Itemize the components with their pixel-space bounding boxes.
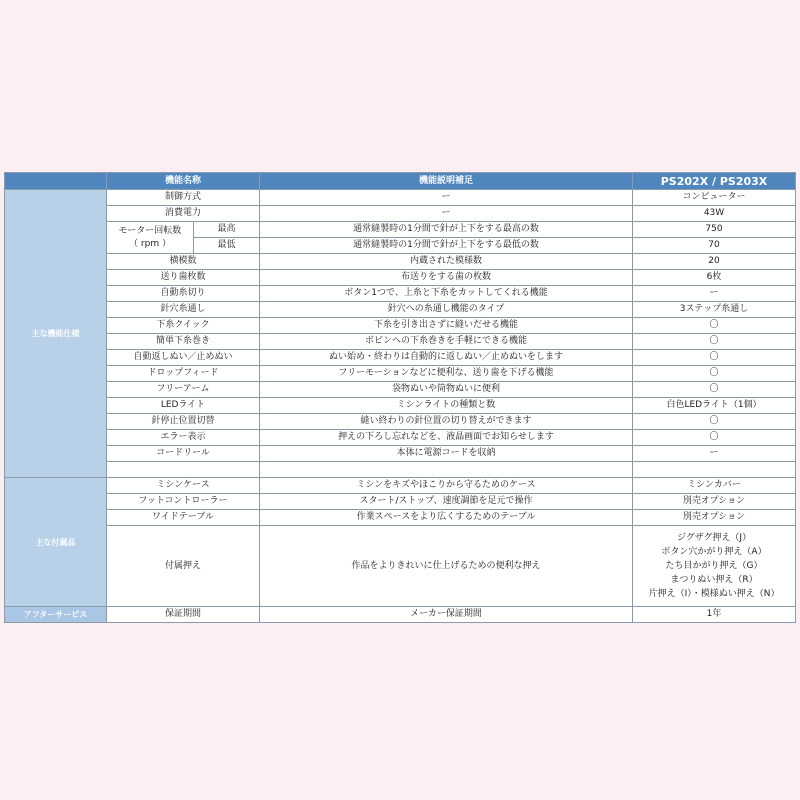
row-name: LEDライト (107, 398, 260, 414)
row-value: 6枚 (633, 270, 796, 286)
motor-speed-unit: （ rpm ） (129, 238, 171, 249)
row-value: 〇 (633, 366, 796, 382)
row-desc: 針穴への糸通し機能のタイプ (260, 302, 633, 318)
row-value: 〇 (633, 430, 796, 446)
row-desc: 下糸を引き出さずに縫いだせる機能 (260, 318, 633, 334)
row-name (107, 462, 260, 478)
row-value: コンピューター (633, 190, 796, 206)
table-row (5, 446, 796, 462)
table-row (5, 254, 796, 270)
table-row (5, 334, 796, 350)
motor-max-label: 最高 (194, 222, 260, 238)
row-desc: 布送りをする歯の枚数 (260, 270, 633, 286)
table-row (5, 398, 796, 414)
row-desc: スタート/ストップ、速度調節を足元で操作 (260, 494, 633, 510)
row-value: 白色LEDライト（1個） (633, 398, 796, 414)
category-accessories: 主な付属品 (5, 478, 107, 607)
motor-speed-label (107, 222, 194, 254)
row-value: ミシンカバー (633, 478, 796, 494)
table-row (5, 270, 796, 286)
row-name: フリーアーム (107, 382, 260, 398)
row-name: 下糸クイック (107, 318, 260, 334)
table-row (5, 526, 796, 607)
row-value: 20 (633, 254, 796, 270)
row-value: 3ステップ糸通し (633, 302, 796, 318)
row-desc: ー (260, 206, 633, 222)
table-row (5, 206, 796, 222)
row-value: 別売オプション (633, 510, 796, 526)
row-name: 送り歯枚数 (107, 270, 260, 286)
header-function-name: 機能名称 (107, 173, 260, 190)
table-row (5, 302, 796, 318)
row-desc: 内蔵された模様数 (260, 254, 633, 270)
row-name: 保証期間 (107, 607, 260, 623)
row-desc: 作業スペースをより広くするためのテーブル (260, 510, 633, 526)
table-row (5, 350, 796, 366)
row-desc: メーカー保証期間 (260, 607, 633, 623)
presser-foot-item: まつりぬい押え（R） (670, 575, 758, 585)
row-value: 〇 (633, 414, 796, 430)
row-name: コードリール (107, 446, 260, 462)
row-desc: ミシンライトの種類と数 (260, 398, 633, 414)
presser-foot-list (633, 526, 796, 607)
motor-speed-title: モーター回転数 (118, 225, 182, 236)
table-row (5, 430, 796, 446)
header-category (5, 173, 107, 190)
table-row (5, 366, 796, 382)
motor-max-value: 750 (633, 222, 796, 238)
category-main-specs: 主な機能仕様 (5, 190, 107, 478)
spec-table (4, 172, 796, 623)
row-value: 別売オプション (633, 494, 796, 510)
table-row (5, 382, 796, 398)
row-name: 自動返しぬい／止めぬい (107, 350, 260, 366)
row-name: ワイドテーブル (107, 510, 260, 526)
presser-foot-item: ボタン穴かがり押え（A） (661, 547, 767, 557)
motor-min-desc: 通常縫製時の1分間で針が上下をする最低の数 (260, 238, 633, 254)
row-name: 針穴糸通し (107, 302, 260, 318)
table-row (5, 286, 796, 302)
category-after-service: アフターサービス (5, 607, 107, 623)
row-desc: 縫い終わりの針位置の切り替えができます (260, 414, 633, 430)
header-model: PS202X / PS203X (633, 173, 796, 190)
motor-min-label: 最低 (194, 238, 260, 254)
row-name: 簡単下糸巻き (107, 334, 260, 350)
presser-foot-desc: 作品をよりきれいに仕上げるための便利な押え (260, 526, 633, 607)
row-desc: ぬい始め・終わりは自動的に返しぬい／止めぬいをします (260, 350, 633, 366)
table-row (5, 462, 796, 478)
row-value: 1年 (633, 607, 796, 623)
row-name: 横模数 (107, 254, 260, 270)
table-row (5, 414, 796, 430)
spec-table-container (4, 172, 795, 623)
row-name: ドロップフィード (107, 366, 260, 382)
row-desc: 押えの下ろし忘れなどを、液晶画面でお知らせします (260, 430, 633, 446)
presser-foot-name: 付属押え (107, 526, 260, 607)
row-name: 針停止位置切替 (107, 414, 260, 430)
row-name: ミシンケース (107, 478, 260, 494)
row-desc: ミシンをキズやほこりから守るためのケース (260, 478, 633, 494)
row-desc: ー (260, 190, 633, 206)
row-desc: 袋物ぬいや筒物ぬいに便利 (260, 382, 633, 398)
table-header-row (5, 173, 796, 190)
header-function-description: 機能説明補足 (260, 173, 633, 190)
row-name: 自動糸切り (107, 286, 260, 302)
row-value: 43W (633, 206, 796, 222)
row-name: フットコントローラー (107, 494, 260, 510)
table-row (5, 478, 796, 494)
table-row (5, 190, 796, 206)
table-row (5, 318, 796, 334)
table-row (5, 222, 796, 238)
presser-foot-item: 片押え（I）・模様ぬい押え（N） (648, 589, 780, 599)
row-value: 〇 (633, 350, 796, 366)
table-row (5, 510, 796, 526)
presser-foot-item: ジグザグ押え（J） (676, 533, 752, 543)
table-row (5, 607, 796, 623)
table-row (5, 494, 796, 510)
row-value: ー (633, 446, 796, 462)
row-name: 消費電力 (107, 206, 260, 222)
presser-foot-item: たち目かがり押え（G） (665, 561, 763, 571)
row-desc: ボタン1つで、上糸と下糸をカットしてくれる機能 (260, 286, 633, 302)
row-name: エラー表示 (107, 430, 260, 446)
row-value: 〇 (633, 318, 796, 334)
row-desc (260, 462, 633, 478)
row-name: 制御方式 (107, 190, 260, 206)
row-value: ー (633, 286, 796, 302)
row-value: 〇 (633, 334, 796, 350)
row-desc: フリーモーションなどに便利な、送り歯を下げる機能 (260, 366, 633, 382)
row-value (633, 462, 796, 478)
row-value: 〇 (633, 382, 796, 398)
row-desc: 本体に電源コードを収納 (260, 446, 633, 462)
motor-min-value: 70 (633, 238, 796, 254)
row-desc: ボビンへの下糸巻きを手軽にできる機能 (260, 334, 633, 350)
motor-max-desc: 通常縫製時の1分間で針が上下をする最高の数 (260, 222, 633, 238)
